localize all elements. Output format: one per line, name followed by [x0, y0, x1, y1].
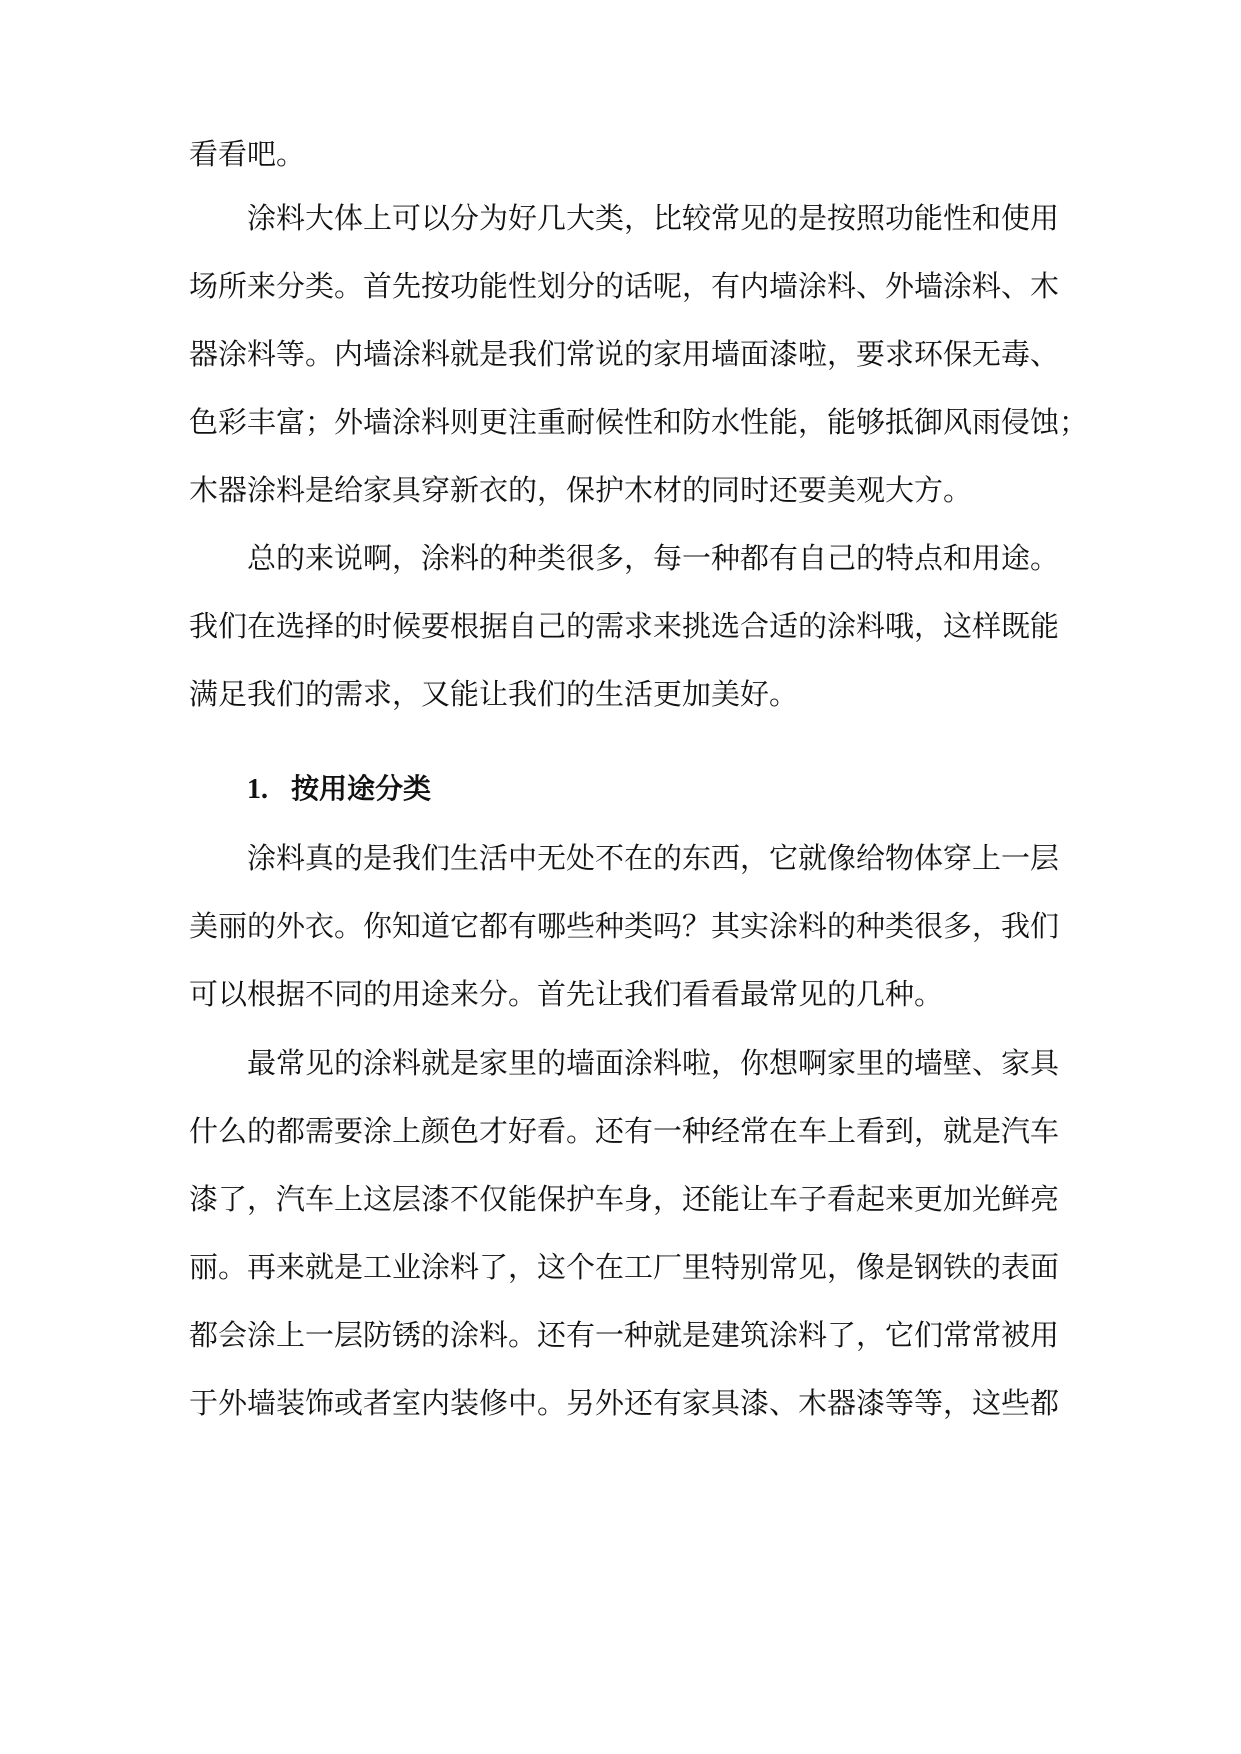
paragraph-line: 什么的都需要涂上颜色才好看。还有一种经常在车上看到，就是汽车 [189, 1114, 1060, 1148]
paragraph-line: 场所来分类。首先按功能性划分的话呢，有内墙涂料、外墙涂料、木 [189, 269, 1060, 303]
paragraph-line: 都会涂上一层防锈的涂料。还有一种就是建筑涂料了，它们常常被用 [189, 1318, 1060, 1352]
paragraph-line: 最常见的涂料就是家里的墙面涂料啦，你想啊家里的墙壁、家具 [247, 1046, 1060, 1080]
section-title: 按用途分类 [291, 772, 432, 805]
paragraph-line: 于外墙装饰或者室内装修中。另外还有家具漆、木器漆等等，这些都 [189, 1386, 1060, 1420]
paragraph-line: 满足我们的需求，又能让我们的生活更加美好。 [189, 677, 799, 711]
paragraph-line: 美丽的外衣。你知道它都有哪些种类吗？其实涂料的种类很多，我们 [189, 909, 1060, 943]
paragraph-line: 木器涂料是给家具穿新衣的，保护木材的同时还要美观大方。 [189, 473, 973, 507]
paragraph-line: 漆了，汽车上这层漆不仅能保护车身，还能让车子看起来更加光鲜亮 [189, 1182, 1060, 1216]
paragraph-line: 总的来说啊，涂料的种类很多，每一种都有自己的特点和用途。 [247, 541, 1060, 575]
paragraph-line: 色彩丰富；外墙涂料则更注重耐候性和防水性能，能够抵御风雨侵蚀； [189, 405, 1089, 439]
paragraph-line: 丽。再来就是工业涂料了，这个在工厂里特别常见，像是钢铁的表面 [189, 1250, 1060, 1284]
paragraph-line: 可以根据不同的用途来分。首先让我们看看最常见的几种。 [189, 977, 944, 1011]
paragraph-line: 涂料真的是我们生活中无处不在的东西，它就像给物体穿上一层 [247, 841, 1060, 875]
paragraph-line: 涂料大体上可以分为好几大类，比较常见的是按照功能性和使用 [247, 201, 1060, 235]
paragraph-line: 器涂料等。内墙涂料就是我们常说的家用墙面漆啦，要求环保无毒、 [189, 337, 1060, 371]
paragraph-line: 我们在选择的时候要根据自己的需求来挑选合适的涂料哦，这样既能 [189, 609, 1060, 643]
paragraph-line: 看看吧。 [189, 137, 306, 171]
section-heading [247, 769, 431, 809]
section-number: 1. [247, 774, 268, 805]
